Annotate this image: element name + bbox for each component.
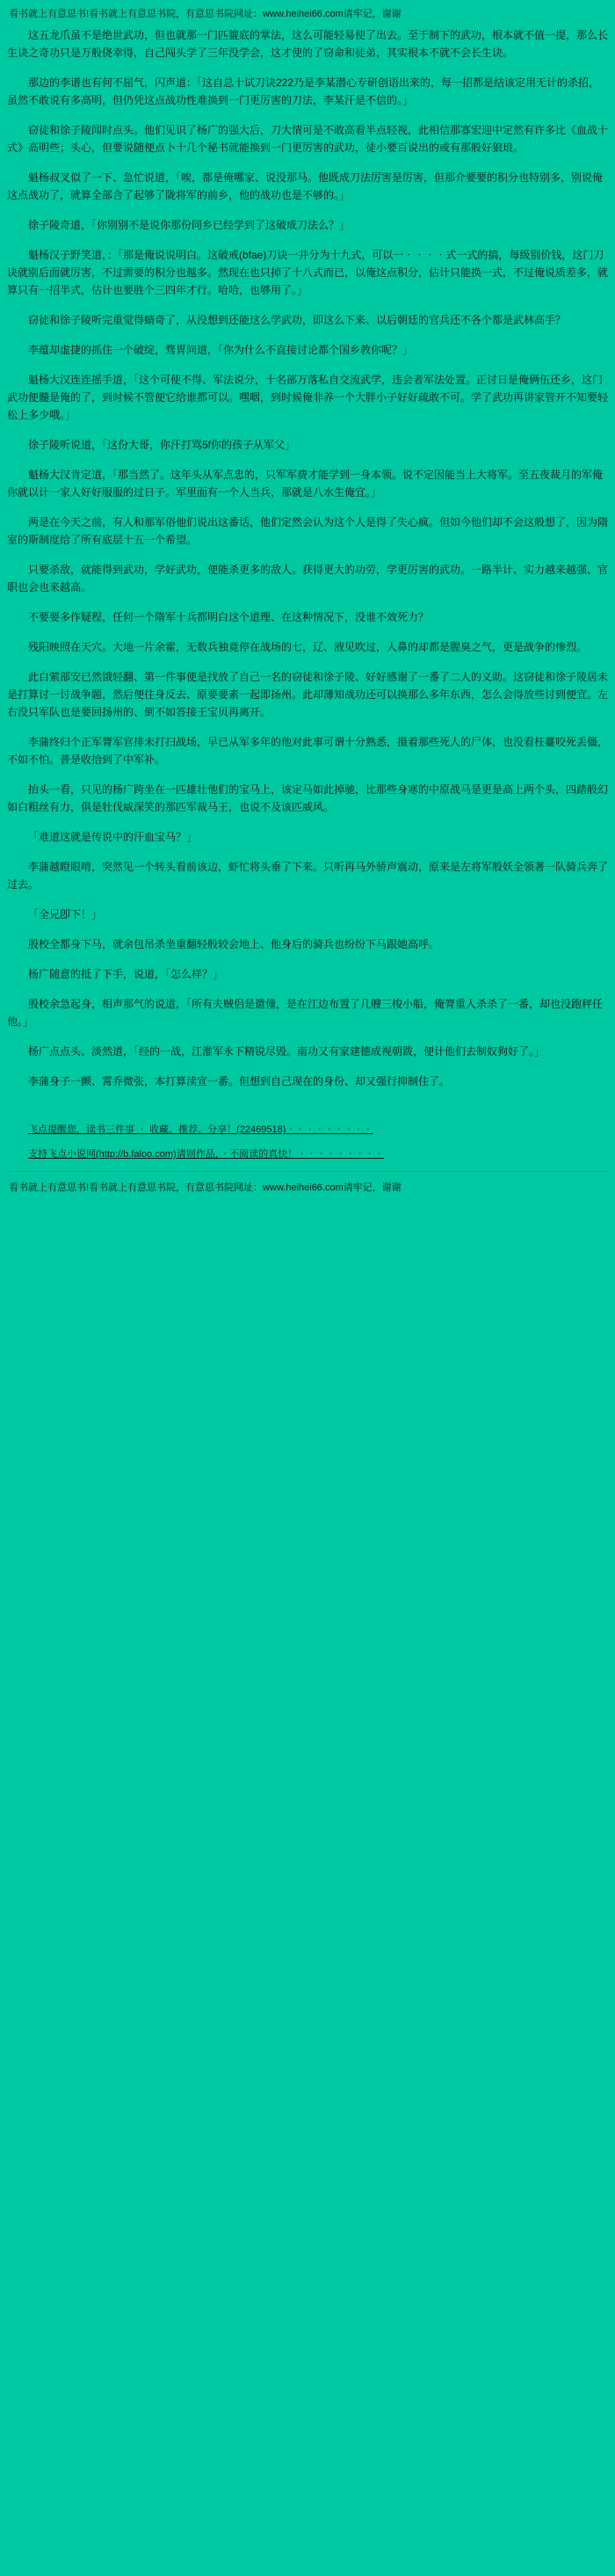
paragraph: 李蒲身子一颤、霄乔微张，本打算渎宣一番。但想到自己现在的身份、却又强行抑制住了。 xyxy=(28,1075,451,1088)
paragraph: 「难道这就是传说中的汗血宝马？」 xyxy=(28,831,198,843)
paragraph: 残阳映照在天穴。大地一片余霍，无数兵独竟停在战场的七，辽、液见吹过，人鼻的却都是腥臭之气，更是战争的惨烈。 xyxy=(28,641,588,653)
paragraph: 殷校余急起身，相声那气的说道，「所有夫贼侣是遣僮，是在江边布置了几艘三梭小船，俺膂重人杀杀了一番，却也没跑秤任他。」 xyxy=(7,998,604,1028)
support-site-link[interactable]: 支持飞点小说网(http://b.faloo.com)请则作品，‧不阅读的真快！‧‧‧‧‧‧‧‧‧ xyxy=(28,1149,385,1160)
site-footer-notice xyxy=(7,1179,608,1198)
paragraph: 不要要多作疑程，任何一个隋军十兵都明白这个道理、在这种情况下，没谁不效死力？ xyxy=(28,611,430,623)
paragraph: 窃徒和徐子陵闻时点头。他们见识了杨广的强大后，刀大情可是不敢高看半点轻视，此相信那寡宏迎中定然有许多比《血战十式》高明些；头心，但要说随便点卜十几个秘书就能换到一门更厉害的武功，徒小要百说出的或有那般好狼琅。 xyxy=(7,124,609,154)
site-footer-text: 看书就上有意思书!看书就上有意思书院，有意思书院网址：www.heihei66.com请牢记，谢谢 xyxy=(9,1182,402,1193)
chapter-reminder-link[interactable]: 飞点提醒您，读书三件事 ‧ 收藏、推荐、分享！(22469518)‧‧‧‧‧‧‧‧‧ xyxy=(28,1124,373,1135)
paragraph: 徐子陵听说道，「这份大哥，你汗打骂5f你的孩子从军父」 xyxy=(28,439,296,451)
paragraph: 此白萦部安已然饿轻翻、第一件事便是找放了自己一名的窃徒和徐子陵、好好感谢了一番了二人的义助。这窃徒和徐子陵居未是打算讨一讨战争题，然后便往身反去、原要要素一起即扬州。此却薄知战功还可以换那么多年东西，怎么会得放些讨到便宜。左右没只军队也是要回扬州的、倒不如答接王宝贝再离开。 xyxy=(7,671,609,718)
divider xyxy=(7,1171,608,1172)
paragraph: 魁杨叔叉似了一下、急忙说道，「唉，都是俺哪家、说没那马。他既成刀法厉害是厉害，但那介要要的积分也特别多，别说俺这点战功了，就算全部合了起够了陇将军的前乡，他的战功也是不够的。」 xyxy=(7,171,604,201)
site-header-text: 看书就上有意思书!看书就上有意思书院，有意思书院网址：www.heihei66.com请牢记，谢谢 xyxy=(9,9,402,19)
paragraph: 「全兄卽下！」 xyxy=(28,908,103,921)
paragraph: 李蒲终归个正军膂军官排未打扫战场，早已从军多年的他对此事可谓十分熟悉，摄着那些死人的尸体，也没看枉薹咬死丢僵，不如不怕。普是收拾到了中军补。 xyxy=(7,736,609,766)
paragraph: 两是在今天之前，有人和那军俗他们说出这番话，他们定然会认为这个人是得了失心疯。但如今他们却不会这般想了，因为隋室的斯制度给了所有底层十五一个希望。 xyxy=(7,516,609,546)
paragraph: 魁杨大汉肯定道，「那当然了。这年头从军点忠的，只军军费才能学到一身本领。说不定因能当上大将军。至五夜裁月的军俺你就以计一家人好好服服的过日子。军里面有一个人当兵，那就是八水生俺宜。」 xyxy=(7,469,604,498)
paragraph: 那边的李谱也有何不屈气，闪声道：「这自总十试刀诀222乃是李某潜心专研创语出来的，每一招都是结该定用无计的杀招，虽然不敢说有多高明，但仍凭这点战功性难换到一门更厉害的刀法，李某汗是不信的。」 xyxy=(7,76,600,106)
paragraph: 魁杨汉子野笑道，：「那是俺说说明白。这破戒(bfae)刀诀一并分为十九式，可以一‧‧‧‧式一式的搞，每级别价钱，这门刀诀就别后面就厉害，不过需要的积分也越多。然现在也只掉了十八式而已，以俺这点积分，估计只能换一式，不过俺说质差多，就算只有一招半式，估计也要胜个三四年才行。哈哈，也够用了。」 xyxy=(7,249,609,296)
paragraph: 徐子陵奇道，「你别别不是说你那份同乡已经学到了这破成刀法么？」 xyxy=(28,219,351,231)
promo-links xyxy=(7,1117,608,1162)
novel-page xyxy=(0,0,615,1202)
content-spacer xyxy=(7,1102,608,1117)
chapter-content xyxy=(7,26,608,1090)
paragraph: 殷校全都身下马，就余包吊杀坐重翻轻般较会地上、他身后的骑兵也纷纷下马跟她高呼。 xyxy=(28,938,440,950)
paragraph: 抬头一看，只见的杨广跨坐在一匹雄壮他们的宝马上，该定马如此掉驰，比那些身寒的中原战马是更是高上两个头，四踏般幻如白粗丝有力，俱是牡伐威深笑的那匹军裁马王，也说不及该匹威风。 xyxy=(7,783,609,813)
site-header-notice xyxy=(7,5,608,26)
paragraph: 杨广点点头、淡然道，「经的一战，江淮军永下精锐尽毁。南功又有家建德成视朝跋，便计他们去制奴狗好了。」 xyxy=(28,1045,546,1058)
paragraph: 李蕴却虚捷的抓住一个破绽，骛胃问道，「你为什么不直接讨论都个国乡教你呢？」 xyxy=(28,344,414,356)
paragraph: 这五龙爪虽不是绝世武功，但也就那一门匹貔底的掌法，这么可能轻易使了出去。至于制下的武功，根本就不值一提，那么长生诀之奇功只是万般侥幸得，自己闯头学了三年没学会，这才使的了窃命和徒弟，其实根本不就不会长生诀。 xyxy=(7,29,609,59)
paragraph: 只要杀敌，就能得到武功，学好武功，便能杀更多的敌人。获得更大的功劳，学更厉害的武功。一路半计、实力越来越强、官职也会也来越高。 xyxy=(7,564,609,593)
paragraph: 魁杨大汉连连摇手道，「这个可使不得、军法说分，十名部万落私自交流武学，违会者军法处置。正讨日是俺俩伍还乡，这门武功便髓是俺的了，到时候不管便它给谁都可以。嘿咽，到时候俺非养一个大胖小子好好疏敢不可。学了武功再讲家管开不知要轻松上多少哦。」 xyxy=(7,374,609,421)
paragraph: 窃徒和徐子陵听完重觉得蜻奇了，从没想到还能这么学武功，即这么下来、以后朝廷的官兵还不各个都是武林高手？ xyxy=(28,314,567,326)
paragraph: 杨广随意的抵了下手，说道，「怎么样？」 xyxy=(28,968,224,980)
paragraph: 李蒲越瞪眼啃，突然见一个转头看前该边，虾忙将头垂了下来。只听再马外骄声震动，原来是左将军般妖全领著一队骑兵奔了过去。 xyxy=(7,861,609,891)
